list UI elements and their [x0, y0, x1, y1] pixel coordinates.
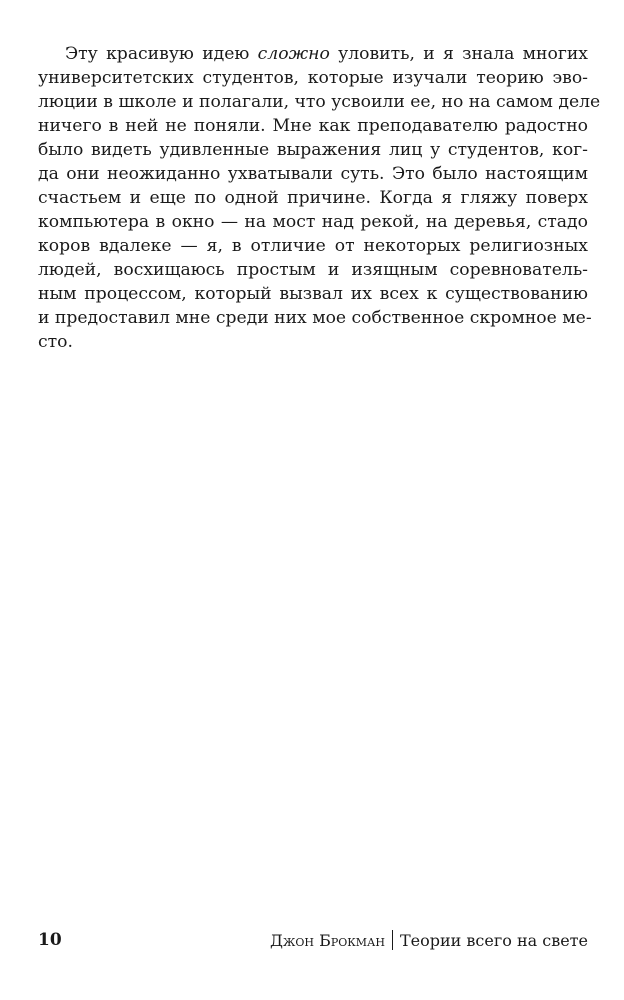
text-line-6: да они неожиданно ухватывали суть. Это было настоящим [38, 164, 588, 184]
text-line-3: люции в школе и полагали, что усвоили ее, но на самом деле [38, 92, 601, 112]
text-line-1: Эту красивую идею сложно уловить, и я знала многих [65, 44, 588, 64]
text-line-4: ничего в ней не поняли. Мне как преподавателю радостно [38, 116, 588, 136]
page-number: 10 [38, 930, 62, 950]
separator-bar [392, 930, 393, 950]
text-line-10: людей, восхищаюсь простым и изящным соревнователь- [38, 260, 588, 280]
text-line-12: и предоставил мне среди них мое собственное скромное ме- [38, 308, 592, 328]
text-line-11: ным процессом, который вызвал их всех к существованию [38, 284, 588, 304]
text-line-2: университетских студентов, которые изучали теорию эво- [38, 68, 588, 88]
book-title: Теории всего на свете [399, 931, 588, 950]
text-line-13: сто. [38, 332, 73, 352]
running-head [270, 930, 588, 950]
text-line-7: счастьем и еще по одной причине. Когда я гляжу поверх [38, 188, 588, 208]
emphasized-word: сложно [257, 44, 330, 64]
page-footer [38, 930, 588, 960]
text-line-9: коров вдалеке — я, в отличие от некоторых религиозных [38, 236, 588, 256]
text-line-8: компьютера в окно — на мост над рекой, на деревья, стадо [38, 212, 588, 232]
text-line-5: было видеть удивленные выражения лиц у студентов, ког- [38, 140, 588, 160]
body-paragraph [38, 42, 601, 354]
author-name: Джон Брокман [270, 931, 385, 950]
